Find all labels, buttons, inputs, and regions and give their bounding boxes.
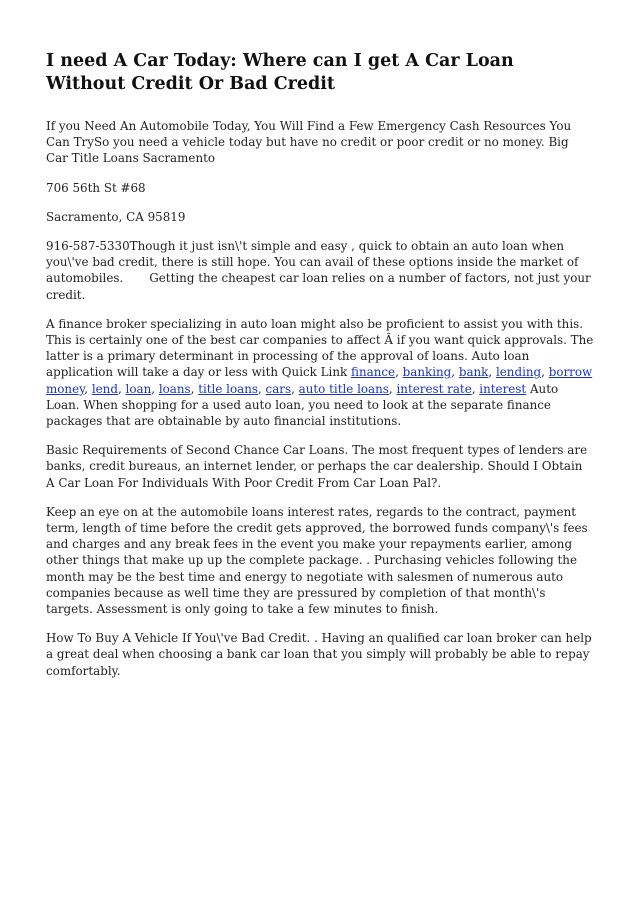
address-street: 706 56th St #68 [46,180,146,195]
link-bank[interactable]: bank [458,365,489,380]
paragraph-phone-part-b: Getting the cheapest car loan relies on a number of factors, not just your credit. [46,271,591,302]
paragraph-how-to-buy: How To Buy A Vehicle If You\'ve Bad Credit. . Having an qualified car loan broker can help a great deal when choosing a bank car loan that you simply will probably be able to repay comfortably. [46,631,592,678]
paragraph-broker [46,316,594,429]
link-lend[interactable]: lend [91,381,118,396]
paragraph-requirements: Basic Requirements of Second Chance Car Loans. The most frequent types of lenders are banks, credit bureaus, an internet lender, or perhaps the car dealership. Should I Obtain A Car Loan For Individuals With Poor Credit From Car Loan Pal?. [46,443,588,490]
paragraph-broker-part-b: Auto Loan. When shopping for a used auto loan, you need to look at the separate finance packages that are obtainable by auto financial institutions. [46,381,559,429]
document-title: I need A Car Today: Where can I get A Car Loan Without Credit Or Bad Credit [46,51,514,94]
link-finance[interactable]: finance [351,365,396,380]
intro-paragraph: If you Need An Automobile Today, You Will Find a Few Emergency Cash Resources You Can TrySo you need a vehicle today but have no credit or poor credit or no money. Big Car Title Loans Sacramento [46,119,572,166]
link-separator: , [451,365,459,380]
paragraph-phone [46,238,594,303]
link-interest[interactable]: interest [479,381,527,396]
link-separator: , [190,381,199,396]
link-separator: , [84,381,92,396]
link-separator: , [471,381,480,396]
link-loans[interactable]: loans [158,381,191,396]
link-loan[interactable]: loan [125,381,152,396]
link-cars[interactable]: cars [265,381,292,396]
link-separator: , [117,381,126,396]
link-separator: , [488,365,496,380]
link-separator: , [388,381,397,396]
link-separator: , [291,381,299,396]
link-title-loans[interactable]: title loans [198,381,258,396]
link-separator: , [541,365,549,380]
link-banking[interactable]: banking [402,365,452,380]
paragraph-interest-rates: Keep an eye on at the automobile loans interest rates, regards to the contract, payment term, length of time before the credit gets approved, the borrowed funds company\'s fees and charges and any break fees in the event you make your repayments earlier, among other things that make up up the complete package. . Purchasing vehicles following the month may be the best time and energy to negotiate with salesmen of numerous auto companies because as well time they are pressured by completion of that month\'s targets. Assessment is only going to take a few minutes to finish. [46,504,588,617]
link-separator: , [395,365,403,380]
link-auto-title-loans[interactable]: auto title loans [298,381,389,396]
address-city: Sacramento, CA 95819 [46,209,186,224]
link-separator: , [151,381,159,396]
link-lending[interactable]: lending [495,365,542,380]
paragraph-broker-part-a: A finance broker specializing in auto loan might also be proficient to assist you with this. This is certainly one of the best car companies to affect Â if you want quick approvals. The latter is a primary determinant in processing of the approval of loans. Auto loan application will take a day or less with Quick Link [46,316,594,380]
link-separator: , [257,381,266,396]
document-page [46,50,594,692]
link-borrow-money[interactable]: borrow money [46,365,593,396]
link-interest-rate[interactable]: interest rate [396,381,472,396]
paragraph-phone-part-a: 916-587-5330Though it just isn\'t simple and easy , quick to obtain an auto loan when you\'ve bad credit, there is still hope. You can avail of these options inside the market of automobiles. [46,239,579,286]
